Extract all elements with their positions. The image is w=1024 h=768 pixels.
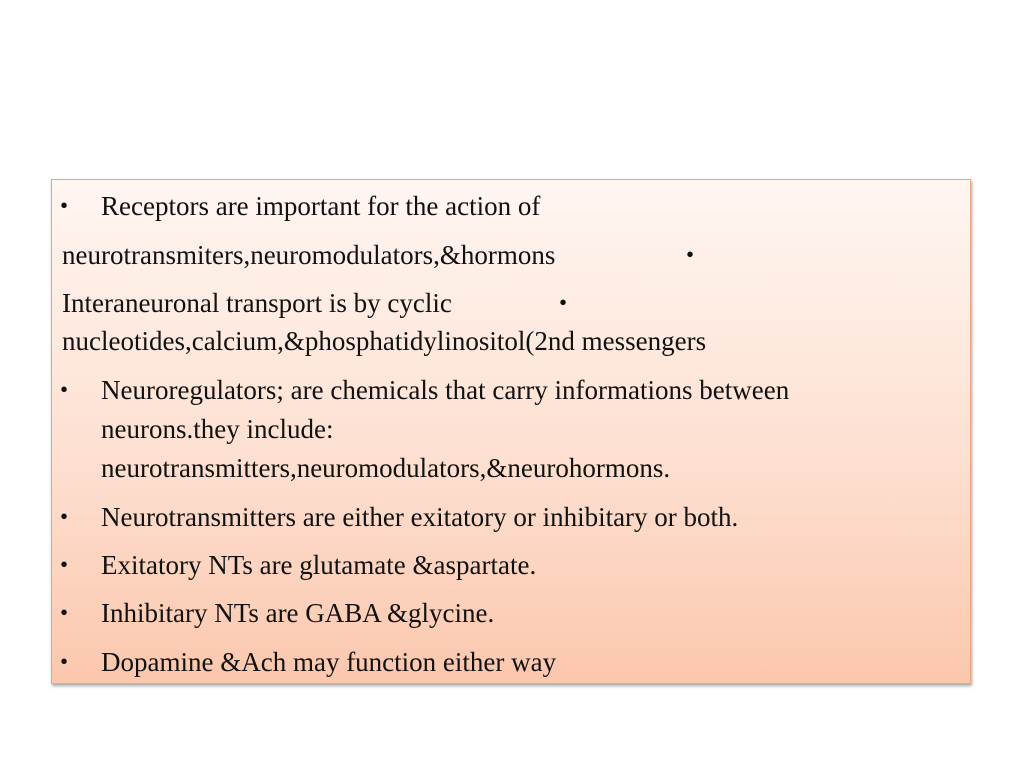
text-line-exitatory-nts: Exitatory NTs are glutamate &aspartate.: [101, 550, 537, 580]
text-line-dopamine: Dopamine &Ach may function either way: [101, 647, 557, 677]
text-line-inhibitary-nts: Inhibitary NTs are GABA &glycine.: [101, 598, 495, 628]
text-line-neurohormons: neurotransmitters,neuromodulators,&neurohormons.: [101, 453, 671, 483]
bullet: •: [60, 193, 69, 218]
bullet: •: [60, 377, 69, 402]
text-line-neuroregulators: Neuroregulators; are chemicals that carry informations between: [101, 375, 790, 405]
bullet: •: [60, 504, 69, 529]
text-line-receptors: Receptors are important for the action of: [101, 191, 541, 221]
bullet: •: [559, 290, 568, 315]
bullet: •: [60, 649, 69, 674]
bullet: •: [686, 242, 695, 267]
text-line-neurotransmiters: neurotransmiters,neuromodulators,&hormons: [62, 240, 556, 270]
text-line-interaneuronal: Interaneuronal transport is by cyclic: [62, 288, 452, 318]
text-line-neurons-include: neurons.they include:: [101, 414, 334, 444]
text-line-exitatory-inhibitary: Neurotransmitters are either exitatory or inhibitary or both.: [101, 502, 739, 532]
bullet: •: [60, 600, 69, 625]
text-line-nucleotides: nucleotides,calcium,&phosphatidylinositol(2nd messengers: [62, 326, 707, 356]
bullet: •: [60, 552, 69, 577]
